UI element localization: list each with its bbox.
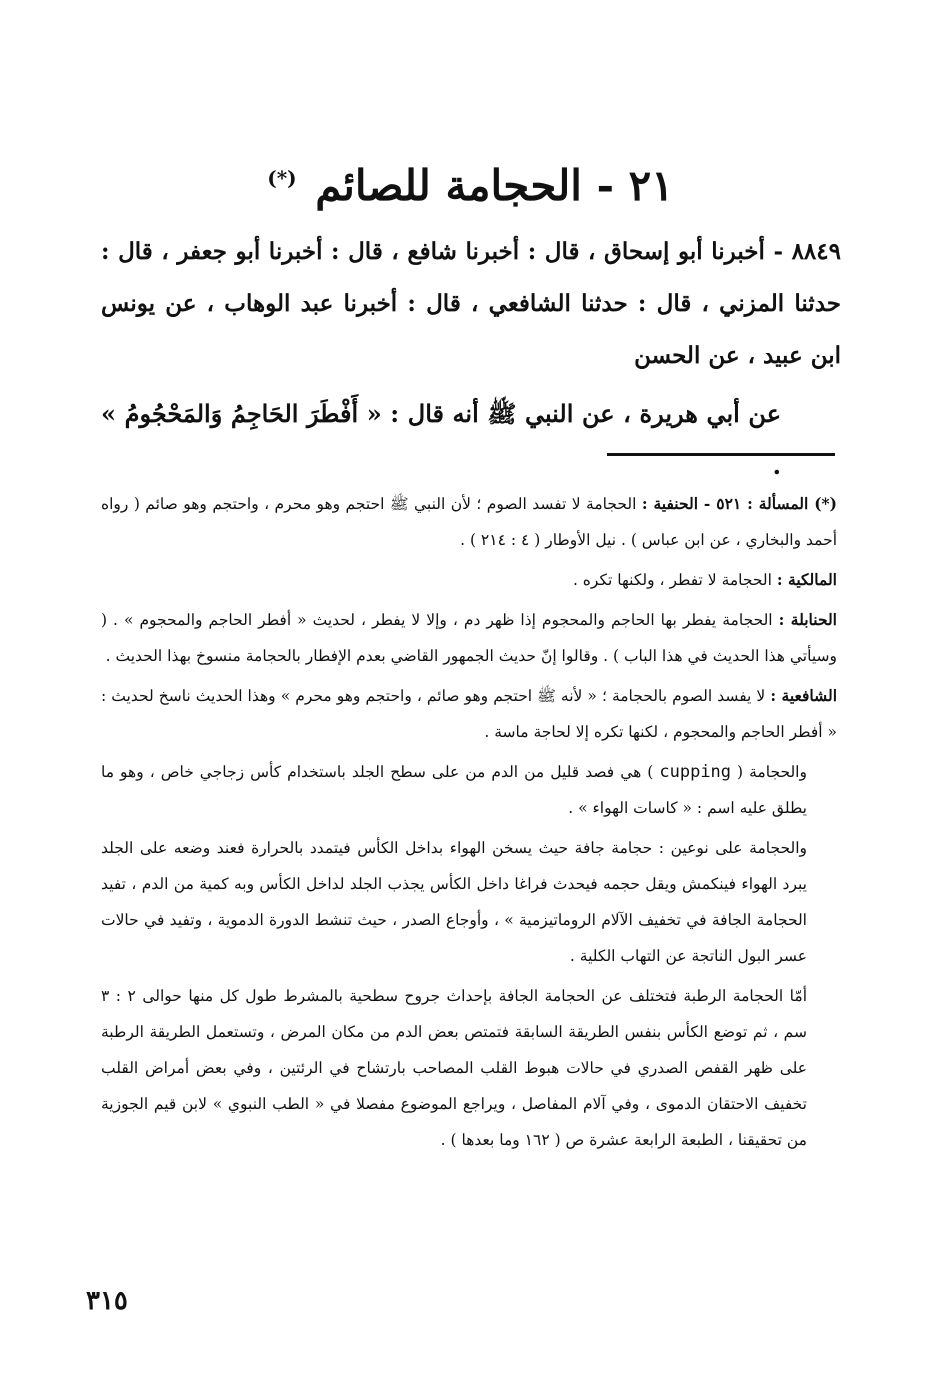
note-hanbali: [101, 602, 837, 674]
note-shafii-label: الشافعية :: [770, 686, 838, 705]
chapter-title: [0, 148, 941, 216]
matn-prefix: عن أبي هريرة ، عن النبي ﷺ أنه قال : «: [366, 399, 782, 428]
note-maliki-text: الحجامة لا تفطر ، ولكنها تكره .: [572, 571, 772, 589]
hadith-matn: [101, 388, 841, 492]
note-wet-cupping: أمّا الحجامة الرطبة فتختلف عن الحجامة الجافة بإحداث جروح سطحية بالمشرط طول كل منها حوالى ٢ : ٣ سم ، ثم توضع الكأس بنفس الطريقة السابقة فتمتص بعض الدم من مكان المرض ، وتستعمل الطريقة الرطبة على ظهر القفص الصدري في حالات هبوط القلب المصاحب بارتشاح في الرئتين ، وفي بعض أمراض القلب تخفيف الاحتقان الدموى ، وفي آلام المفاصل ، ويراجع الموضوع مفصلا في « الطب النبوي » لابن قيم الجوزية من تحقيقنا ، الطبعة الرابعة عشرة ص ( ١٦٢ وما بعدها ) .: [101, 987, 808, 1149]
note-maliki: [101, 562, 837, 598]
note-hanafi-text: الحجامة لا تفسد الصوم ؛ لأن النبي ﷺ احتجم وهو محرم ، واحتجم وهو صائم ( رواه أحمد والبخاري ، عن ابن عباس ) . نيل الأوطار ( ٤ : ٢١٤ ) .: [101, 495, 837, 549]
note-cupping-definition: [101, 754, 837, 826]
page-number: ٣١٥: [86, 1286, 128, 1316]
note-shafii-text: لا يفسد الصوم بالحجامة ؛ « لأنه ﷺ احتجم وهو صائم ، واحتجم وهو محرم » وهذا الحديث ناسخ لحديث : « أفطر الحاجم والمحجوم ، لكنها تكره إلا لحاجة ماسة .: [101, 687, 837, 741]
note-maliki-label: المالكية :: [776, 570, 837, 589]
hadith-isnad: ٨٨٤٩ - أخبرنا أبو إسحاق ، قال : أخبرنا شافع ، قال : أخبرنا أبو جعفر ، قال : حدثنا المزني ، قال : حدثنا الشافعي ، قال : أخبرنا عبد الوهاب ، عن يونس ابن عبيد ، عن الحسن: [101, 238, 841, 369]
cupping-def-after: ) هي فصد قليل من الدم من على سطح الجلد باستخدام كأس زجاجي خاص ، وهو ما يطلق عليه اسم : « كاسات الهواء » .: [101, 763, 807, 817]
chapter-title-text: ٢١ - الحجامة للصائم: [315, 161, 674, 210]
footnote-marker: (*): [267, 166, 297, 190]
footnote-divider: [607, 453, 835, 456]
note-hanafi: [101, 486, 837, 558]
matn-suffix: » .: [101, 399, 781, 480]
note-hanbali-label: الحنابلة :: [778, 610, 837, 629]
note-shafii: [101, 678, 837, 750]
cupping-latin-term: cupping: [659, 762, 732, 782]
matn-quote: أَفْطَرَ الحَاجِمُ وَالمَحْجُومُ: [124, 399, 359, 428]
footnotes: [101, 486, 837, 1162]
note-hanafi-label: (*) المسألة : ٥٢١ - الحنفية :: [641, 494, 837, 513]
cupping-def-before: والحجامة (: [737, 763, 807, 781]
note-dry-cupping: والحجامة على نوعين : حجامة جافة حيث يسخن الهواء بداخل الكأس فيتمدد بالحرارة فعند وضعه على الجلد يبرد الهواء فينكمش ويقل حجمه فيحدث فراغا داخل الكأس يجذب الجلد لداخل الكأس وبه كمية من الدم ، تفيد الحجامة الجافة في تخفيف الآلام الروماتيزمية » ، وأوجاع الصدر ، حيث تنشط الدورة الدموية ، وتفيد في حالات عسر البول الناتجة عن التهاب الكلية .: [101, 839, 807, 965]
note-hanbali-text: الحجامة يفطر بها الحاجم والمحجوم إذا ظهر دم ، وإلا لا يفطر ، لحديث « أفطر الحاجم والمحجوم » . ( وسيأتي هذا الحديث في هذا الباب ) . وقالوا إنّ حديث الجمهور القاضي بعدم الإفطار بالحجامة منسوخ بهذا الحديث .: [101, 611, 837, 665]
